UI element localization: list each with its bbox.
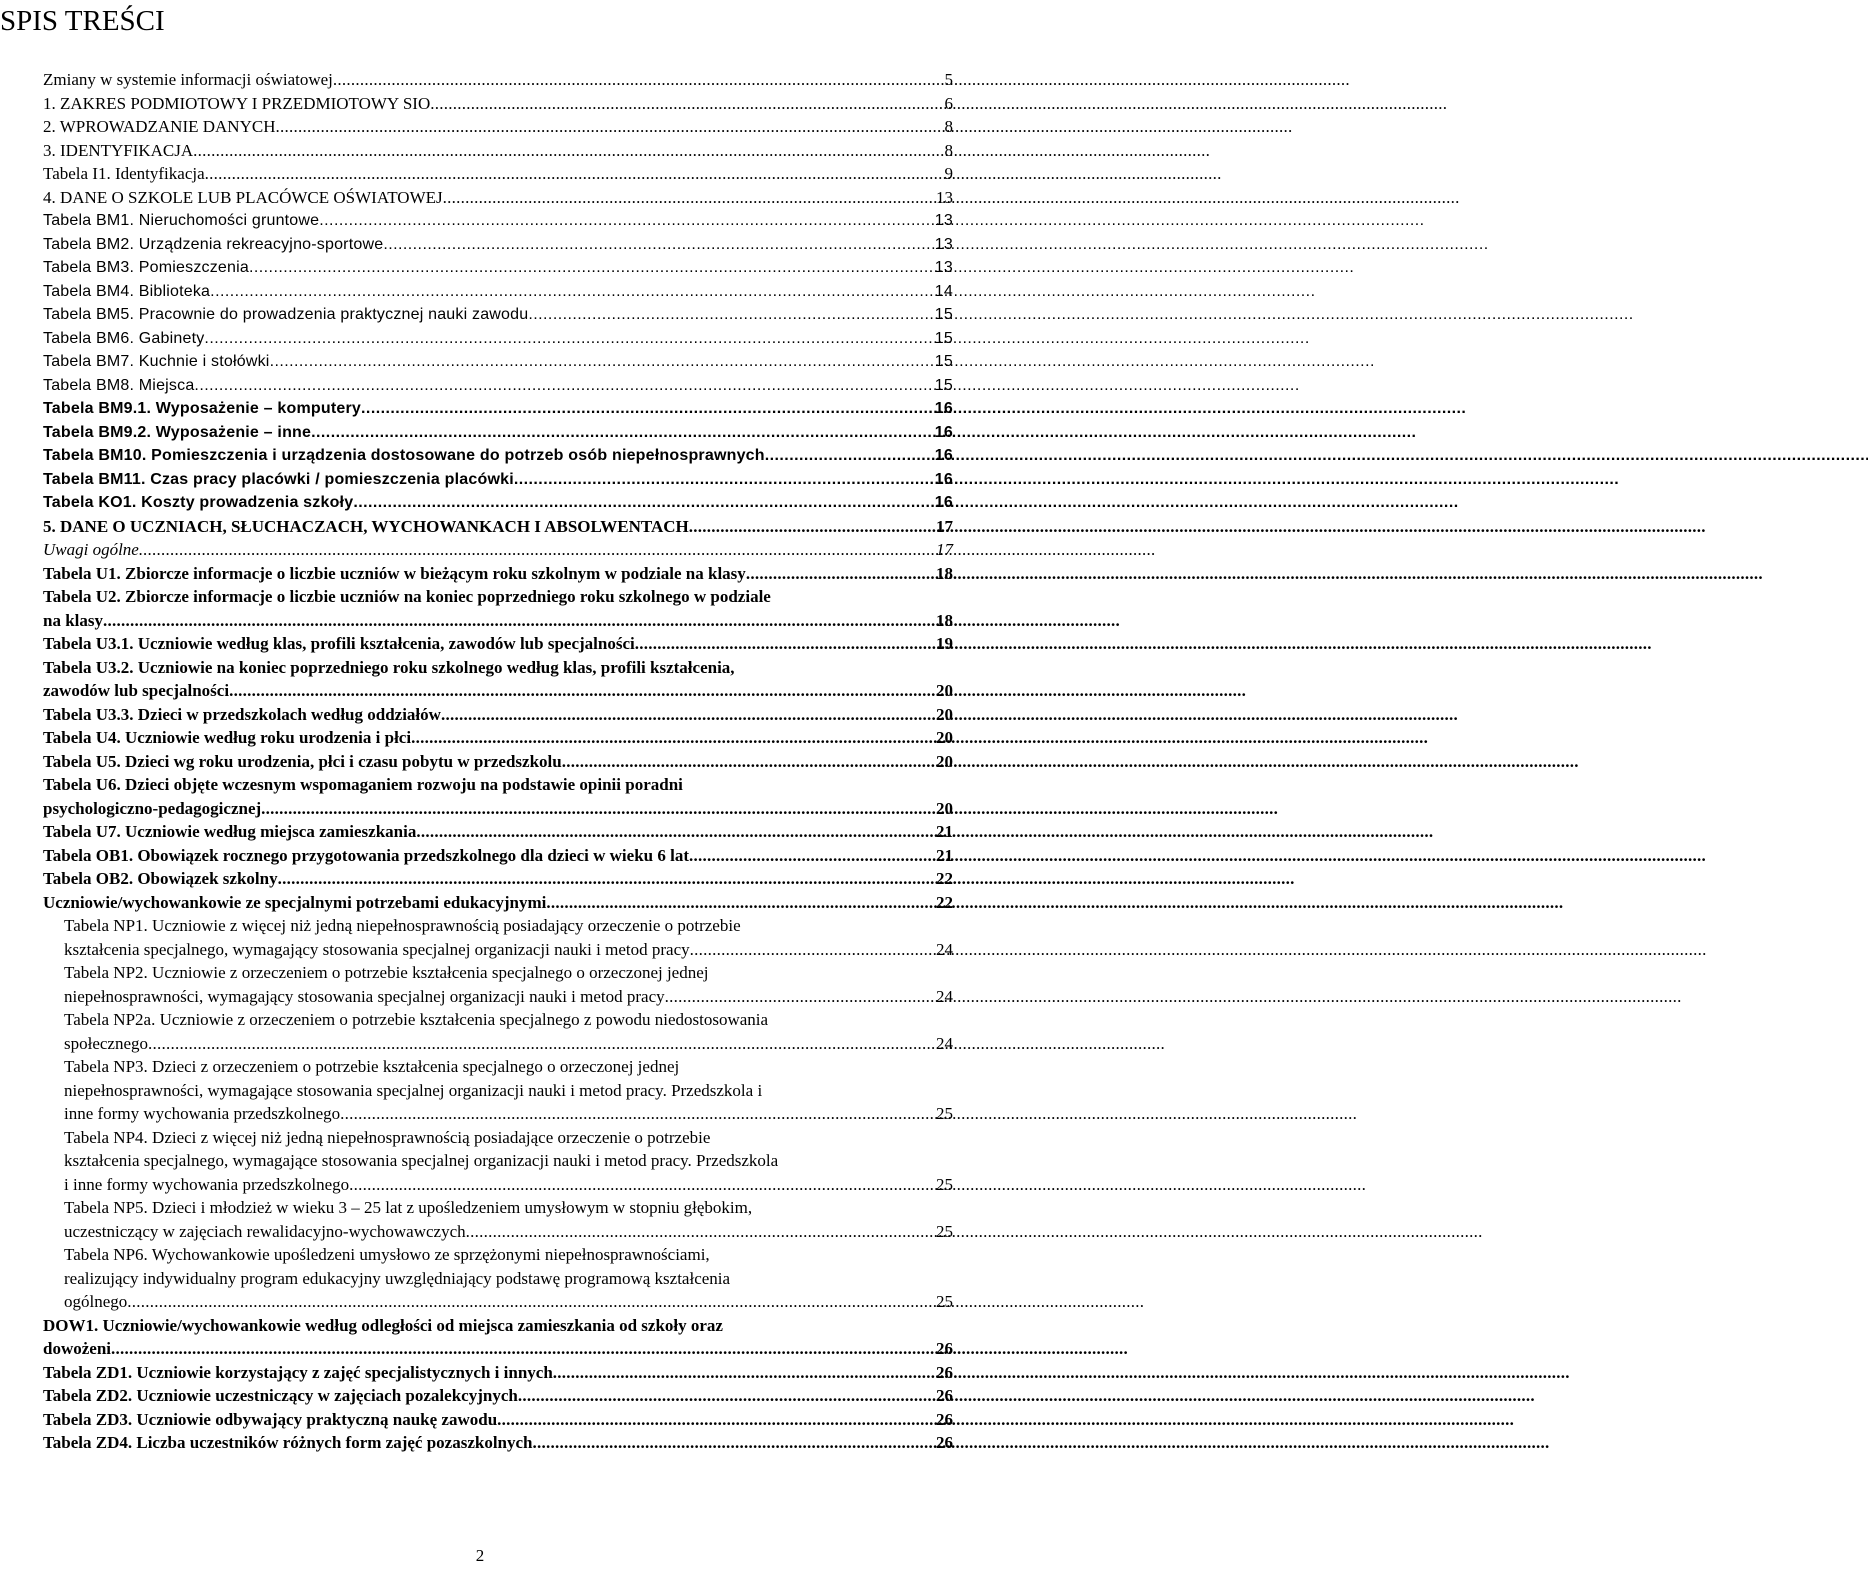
- toc-entry-text: Tabela BM9.2. Wyposażenie – inne: [43, 423, 312, 441]
- toc-entry-text: Tabela U3.1. Uczniowie według klas, profili kształcenia, zawodów lub specjalności: [43, 634, 635, 653]
- toc-page-number: 20: [936, 704, 953, 724]
- toc-entry-line: [64, 1032, 953, 1056]
- toc-entry-text: 4. DANE O SZKOLE LUB PLACÓWCE OŚWIATOWEJ: [43, 187, 443, 207]
- toc-entry-text: 1. ZAKRES PODMIOTOWY I PRZEDMIOTOWY SIO: [43, 93, 431, 113]
- toc-page-number: 20: [936, 681, 953, 700]
- toc-page-number: 20: [936, 798, 953, 818]
- dot-leader: [466, 1220, 933, 1244]
- toc-entry[interactable]: [43, 585, 953, 632]
- dot-leader: [635, 632, 933, 656]
- toc-entry[interactable]: [43, 867, 953, 891]
- toc-entry-text: Tabela BM6. Gabinety: [43, 329, 205, 347]
- dot-leader: [210, 280, 932, 304]
- toc-entry-text: Tabela BM2. Urządzenia rekreacyjno-sportowe: [43, 235, 384, 253]
- toc-page-number: 26: [936, 1386, 953, 1405]
- toc-entry[interactable]: [43, 68, 953, 92]
- dot-leader: [533, 1431, 933, 1455]
- toc-entry[interactable]: [43, 162, 953, 186]
- toc-entry-line: [43, 92, 953, 116]
- dot-leader: [261, 797, 933, 821]
- toc-entry-line: [43, 256, 953, 280]
- toc-entry[interactable]: [43, 139, 953, 163]
- toc-entry-text: Tabela U2. Zbiorcze informacje o liczbie uczniów na koniec poprzedniego roku szkolnego w podziale: [43, 587, 771, 606]
- toc-entry-text: Tabela NP4. Dzieci z więcej niż jedną niepełnosprawnością posiadające orzeczenie o potrzebie: [64, 1127, 711, 1147]
- toc-entry[interactable]: [43, 444, 953, 468]
- toc-entry[interactable]: [43, 327, 953, 351]
- toc-entry[interactable]: [64, 1126, 953, 1197]
- dot-leader: [546, 891, 933, 915]
- dot-leader: [746, 562, 933, 586]
- toc-entry-text: psychologiczno-pedagogicznej: [43, 798, 262, 818]
- toc-entry-line: [43, 186, 953, 210]
- toc-entry-text: Tabela NP2. Uczniowie z orzeczeniem o potrzebie kształcenia specjalnego o orzeczonej jednej: [64, 963, 709, 982]
- toc-page-number: 24: [936, 986, 953, 1006]
- toc-entry[interactable]: [43, 844, 953, 868]
- toc-entry-text: Tabela U3.2. Uczniowie na koniec poprzedniego roku szkolnego według klas, profili kształcenia,: [43, 657, 735, 677]
- toc-page-number: 25: [936, 1292, 953, 1311]
- toc-entry[interactable]: [43, 632, 953, 656]
- toc-entry[interactable]: [43, 515, 953, 539]
- toc-entry-text: Tabela I1. Identyfikacja: [43, 164, 205, 183]
- toc-entry-text: Uczniowie/wychowankowie ze specjalnymi potrzebami edukacyjnymi: [43, 892, 547, 912]
- toc-entry[interactable]: [43, 115, 953, 139]
- toc-entry-line: [43, 421, 953, 445]
- toc-page-number: 25: [936, 1104, 953, 1123]
- toc-entry[interactable]: [43, 820, 953, 844]
- toc-entry-line: [43, 609, 953, 633]
- toc-entry-line: [43, 538, 953, 562]
- toc-entry[interactable]: [43, 562, 953, 586]
- toc-entry-text: zawodów lub specjalności: [43, 681, 230, 700]
- toc-page-number: 26: [936, 1339, 953, 1358]
- toc-entry-text: dowożeni: [43, 1339, 111, 1358]
- toc-entry-text: Tabela BM9.1. Wyposażenie – komputery: [43, 400, 362, 417]
- toc-entry[interactable]: [43, 538, 953, 562]
- toc-entry-text: inne formy wychowania przedszkolnego: [64, 1104, 341, 1123]
- toc-entry[interactable]: [43, 703, 953, 727]
- toc-entry[interactable]: [64, 1008, 953, 1055]
- toc-entry-text: Tabela BM8. Miejsca: [43, 376, 195, 394]
- toc-entry-text: realizujący indywidualny program edukacyjny uwzględniający podstawę programową kształcenia: [64, 1268, 731, 1288]
- toc-entry-line: [64, 938, 953, 962]
- dot-leader: [383, 233, 931, 257]
- page-number: 2: [475, 1546, 485, 1565]
- dot-leader: [441, 703, 933, 727]
- toc-entry-line: [43, 844, 953, 868]
- dot-leader: [111, 1337, 933, 1361]
- toc-page-number: 13: [934, 212, 953, 229]
- toc-entry[interactable]: [43, 773, 953, 820]
- toc-entry-text: Tabela NP2a. Uczniowie z orzeczeniem o potrzebie kształcenia specjalnego z powodu niedostosowania: [64, 1010, 769, 1029]
- toc-page-number: 18: [936, 563, 953, 583]
- toc-entry-line: [43, 397, 953, 421]
- toc-entry-text: Uwagi ogólne: [43, 540, 139, 559]
- toc-page-number: 15: [934, 306, 953, 323]
- toc-entry-text: Tabela ZD4. Liczba uczestników różnych form zajęć pozaszkolnych: [43, 1433, 533, 1452]
- toc-page-number: 26: [936, 1433, 953, 1452]
- dot-leader: [204, 327, 931, 351]
- toc-entry[interactable]: [43, 209, 953, 233]
- toc-entry-text: kształcenia specjalnego, wymagający stosowania specjalnej organizacji nauki i metod pracy: [64, 939, 690, 959]
- toc-page-number: 16: [934, 400, 953, 417]
- toc-page-number: 5: [944, 70, 953, 89]
- toc-page-number: 15: [934, 329, 953, 347]
- toc-entry-line: [43, 1408, 953, 1432]
- toc-entry-text: Tabela U4. Uczniowie według roku urodzenia i płci: [43, 728, 412, 747]
- toc-page-number: 15: [934, 376, 953, 394]
- toc-page-number: 26: [936, 1362, 953, 1382]
- toc-entry[interactable]: [43, 92, 953, 116]
- toc-entry-text: Tabela U6. Dzieci objęte wczesnym wspomaganiem rozwoju na podstawie opinii poradni: [43, 775, 683, 794]
- toc-entry-line: [43, 797, 953, 821]
- toc-entry-text: DOW1. Uczniowie/wychowankowie według odległości od miejsca zamieszkania od szkoły oraz: [43, 1315, 723, 1335]
- dot-leader: [194, 374, 931, 398]
- toc-entry-text: Tabela NP6. Wychowankowie upośledzeni umysłowo ze sprzężonymi niepełnosprawnościami,: [64, 1245, 710, 1264]
- toc-entry-text: Zmiany w systemie informacji oświatowej: [43, 70, 333, 89]
- dot-leader: [361, 397, 932, 421]
- table-of-contents: [43, 68, 953, 1455]
- dot-leader: [205, 162, 942, 186]
- toc-entry[interactable]: [64, 914, 953, 961]
- toc-entry-line: [43, 303, 953, 327]
- dot-leader: [353, 491, 931, 515]
- toc-entry-text: Tabela KO1. Koszty prowadzenia szkoły: [43, 494, 354, 511]
- toc-entry[interactable]: [43, 397, 953, 421]
- toc-entry[interactable]: [43, 1408, 953, 1432]
- toc-entry-text: Tabela U3.3. Dzieci w przedszkolach według oddziałów: [43, 704, 441, 724]
- toc-page-number: 13: [934, 259, 953, 276]
- toc-entry[interactable]: [43, 726, 953, 750]
- toc-entry-text: Tabela U1. Zbiorcze informacje o liczbie uczniów w bieżącym roku szkolnym w podziale na klasy: [43, 563, 746, 583]
- dot-leader: [278, 867, 933, 891]
- toc-entry-line: [43, 350, 953, 374]
- dot-leader: [193, 139, 941, 163]
- toc-entry-line: [64, 985, 953, 1009]
- toc-entry-line: [43, 327, 953, 351]
- toc-entry-text: Tabela BM7. Kuchnie i stołówki: [43, 353, 270, 370]
- dot-leader: [518, 1384, 933, 1408]
- toc-entry-line: [64, 1102, 953, 1126]
- toc-entry[interactable]: [43, 186, 953, 210]
- toc-entry-line: [43, 139, 953, 163]
- dot-leader: [514, 468, 932, 492]
- dot-leader: [443, 186, 933, 210]
- toc-page-number: 20: [936, 728, 953, 747]
- toc-entry-line: [64, 1220, 953, 1244]
- toc-entry-text: Tabela NP3. Dzieci z orzeczeniem o potrzebie kształcenia specjalnego o orzeczonej jednej: [64, 1057, 680, 1076]
- toc-page-number: 8: [944, 140, 953, 160]
- toc-entry-line: [43, 1337, 953, 1361]
- toc-entry-line: [43, 750, 953, 774]
- toc-page-number: 6: [944, 93, 953, 113]
- toc-entry-text: kształcenia specjalnego, wymagające stosowania specjalnej organizacji nauki i metod pracy. Przedszkola: [64, 1151, 779, 1170]
- toc-page-number: 8: [944, 117, 953, 136]
- toc-page-number: 24: [936, 1033, 953, 1053]
- toc-entry-line: [43, 374, 953, 398]
- toc-entry-text: Tabela BM4. Biblioteka: [43, 282, 211, 300]
- toc-page-number: 25: [936, 1221, 953, 1241]
- dot-leader: [689, 515, 933, 539]
- toc-entry[interactable]: [43, 491, 953, 515]
- toc-entry[interactable]: [43, 350, 953, 374]
- toc-page-number: 21: [936, 822, 953, 841]
- dot-leader: [139, 538, 933, 562]
- dot-leader: [311, 421, 932, 445]
- toc-entry-line: [43, 491, 953, 515]
- toc-page-number: 16: [934, 447, 953, 464]
- toc-entry[interactable]: [43, 1431, 953, 1455]
- dot-leader: [270, 350, 932, 374]
- toc-entry[interactable]: [43, 750, 953, 774]
- toc-entry-text: 5. DANE O UCZNIACH, SŁUCHACZACH, WYCHOWANKACH I ABSOLWENTACH: [43, 516, 689, 536]
- toc-page-number: 14: [934, 282, 953, 300]
- dot-leader: [229, 679, 933, 703]
- toc-entry-text: i inne formy wychowania przedszkolnego: [64, 1174, 350, 1194]
- dot-leader: [562, 750, 933, 774]
- toc-entry-text: niepełnosprawności, wymagające stosowania specjalnej organizacji nauki i metod pracy. Przedszkola i: [64, 1080, 763, 1100]
- toc-entry-line: [43, 115, 953, 139]
- toc-page-number: 26: [936, 1409, 953, 1429]
- toc-entry-text: społecznego: [64, 1033, 149, 1053]
- toc-entry-line: [43, 233, 953, 257]
- toc-entry-line: [43, 1361, 953, 1385]
- toc-entry[interactable]: [64, 1196, 953, 1243]
- toc-entry-text: Tabela ZD3. Uczniowie odbywający praktyczną naukę zawodu: [43, 1409, 498, 1429]
- toc-entry-line: [43, 515, 953, 539]
- toc-entry[interactable]: [43, 303, 953, 327]
- toc-entry-line: [43, 726, 953, 750]
- toc-entry-line: [43, 1384, 953, 1408]
- toc-page-number: 16: [934, 470, 953, 488]
- toc-entry-line: [64, 1290, 953, 1314]
- toc-entry[interactable]: [43, 374, 953, 398]
- dot-leader: [275, 115, 941, 139]
- toc-page-number: 24: [936, 939, 953, 959]
- toc-entry-text: ogólnego: [64, 1292, 128, 1311]
- dot-leader: [148, 1032, 933, 1056]
- toc-entry-text: Tabela BM1. Nieruchomości gruntowe: [43, 212, 320, 229]
- toc-entry-text: na klasy: [43, 610, 103, 630]
- toc-entry-text: uczestniczący w zajęciach rewalidacyjno-wychowawczych: [64, 1221, 466, 1241]
- toc-entry-text: Tabela U7. Uczniowie według miejsca zamieszkania: [43, 822, 417, 841]
- toc-entry[interactable]: [43, 1314, 953, 1361]
- toc-entry-text: 3. IDENTYFIKACJA: [43, 140, 194, 160]
- dot-leader: [333, 68, 942, 92]
- dot-leader: [497, 1408, 933, 1432]
- dot-leader: [689, 844, 933, 868]
- toc-page-number: 16: [934, 494, 953, 511]
- toc-entry-text: Tabela OB2. Obowiązek szkolny: [43, 869, 278, 888]
- toc-entry-text: Tabela U5. Dzieci wg roku urodzenia, płci i czasu pobytu w przedszkolu: [43, 751, 562, 771]
- dot-leader: [690, 938, 933, 962]
- toc-page-number: 22: [936, 892, 953, 912]
- toc-page-number: 16: [934, 423, 953, 441]
- page-title: SPIS TREŚCI: [0, 5, 165, 37]
- toc-page-number: 18: [936, 610, 953, 630]
- dot-leader: [249, 256, 932, 280]
- toc-entry-line: [43, 1431, 953, 1455]
- toc-page-number: 13: [934, 235, 953, 253]
- toc-entry[interactable]: [43, 656, 953, 703]
- dot-leader: [349, 1173, 933, 1197]
- dot-leader: [127, 1290, 933, 1314]
- toc-entry-line: [43, 703, 953, 727]
- toc-entry-text: Tabela BM11. Czas pracy placówki / pomieszczenia placówki: [43, 470, 514, 488]
- toc-entry[interactable]: [43, 233, 953, 257]
- toc-entry-line: [43, 679, 953, 703]
- toc-entry-line: [43, 209, 953, 233]
- toc-entry[interactable]: [43, 421, 953, 445]
- toc-page-number: 17: [936, 540, 953, 559]
- dot-leader: [319, 209, 932, 233]
- toc-entry[interactable]: [64, 1055, 953, 1126]
- toc-entry[interactable]: [43, 468, 953, 492]
- toc-entry-line: [43, 867, 953, 891]
- dot-leader: [553, 1361, 933, 1385]
- toc-entry[interactable]: [43, 280, 953, 304]
- toc-entry-text: Tabela BM3. Pomieszczenia: [43, 259, 249, 276]
- toc-entry-line: [43, 468, 953, 492]
- toc-entry-text: Tabela NP1. Uczniowie z więcej niż jedną niepełnosprawnością posiadający orzeczenie o potrzebie: [64, 916, 741, 935]
- toc-entry-line: [64, 1173, 953, 1197]
- toc-page-number: 19: [936, 634, 953, 653]
- toc-entry[interactable]: [43, 1384, 953, 1408]
- toc-entry-text: 2. WPROWADZANIE DANYCH: [43, 117, 276, 136]
- dot-leader: [430, 92, 941, 116]
- dot-leader: [103, 609, 933, 633]
- toc-entry-text: Tabela ZD1. Uczniowie korzystający z zajęć specjalistycznych i innych: [43, 1362, 553, 1382]
- dot-leader: [528, 303, 931, 327]
- toc-entry-text: Tabela ZD2. Uczniowie uczestniczący w zajęciach pozalekcyjnych: [43, 1386, 518, 1405]
- toc-entry-line: [43, 162, 953, 186]
- toc-entry[interactable]: [64, 961, 953, 1008]
- toc-page-number: 9: [944, 164, 953, 183]
- toc-entry-text: Tabela NP5. Dzieci i młodzież w wieku 3 – 25 lat z upośledzeniem umysłowym w stopniu głębokim,: [64, 1198, 753, 1217]
- toc-entry-line: [43, 891, 953, 915]
- toc-entry[interactable]: [43, 256, 953, 280]
- toc-page-number: 22: [936, 869, 953, 888]
- toc-entry-line: [43, 562, 953, 586]
- toc-page-number: 21: [936, 845, 953, 865]
- dot-leader: [765, 444, 932, 468]
- toc-entry-text: Tabela OB1. Obowiązek rocznego przygotowania przedszkolnego dla dzieci w wieku 6 lat: [43, 845, 689, 865]
- toc-entry-line: [43, 280, 953, 304]
- toc-entry-line: [43, 820, 953, 844]
- toc-entry-line: [43, 444, 953, 468]
- toc-entry[interactable]: [64, 1243, 953, 1314]
- toc-entry-text: niepełnosprawności, wymagający stosowania specjalnej organizacji nauki i metod pracy: [64, 986, 665, 1006]
- dot-leader: [411, 726, 933, 750]
- toc-page-number: 17: [936, 516, 953, 536]
- toc-entry[interactable]: [43, 891, 953, 915]
- toc-entry-line: [43, 68, 953, 92]
- toc-entry-text: Tabela BM5. Pracownie do prowadzenia praktycznej nauki zawodu: [43, 306, 529, 323]
- toc-page-number: 20: [936, 751, 953, 771]
- toc-page-number: 15: [934, 353, 953, 370]
- dot-leader: [665, 985, 933, 1009]
- dot-leader: [340, 1102, 933, 1126]
- dot-leader: [416, 820, 933, 844]
- toc-page-number: 13: [936, 187, 953, 207]
- toc-entry-text: Tabela BM10. Pomieszczenia i urządzenia dostosowane do potrzeb osób niepełnosprawnych: [43, 447, 765, 464]
- toc-entry-line: [43, 632, 953, 656]
- toc-entry[interactable]: [43, 1361, 953, 1385]
- toc-page-number: 25: [936, 1174, 953, 1194]
